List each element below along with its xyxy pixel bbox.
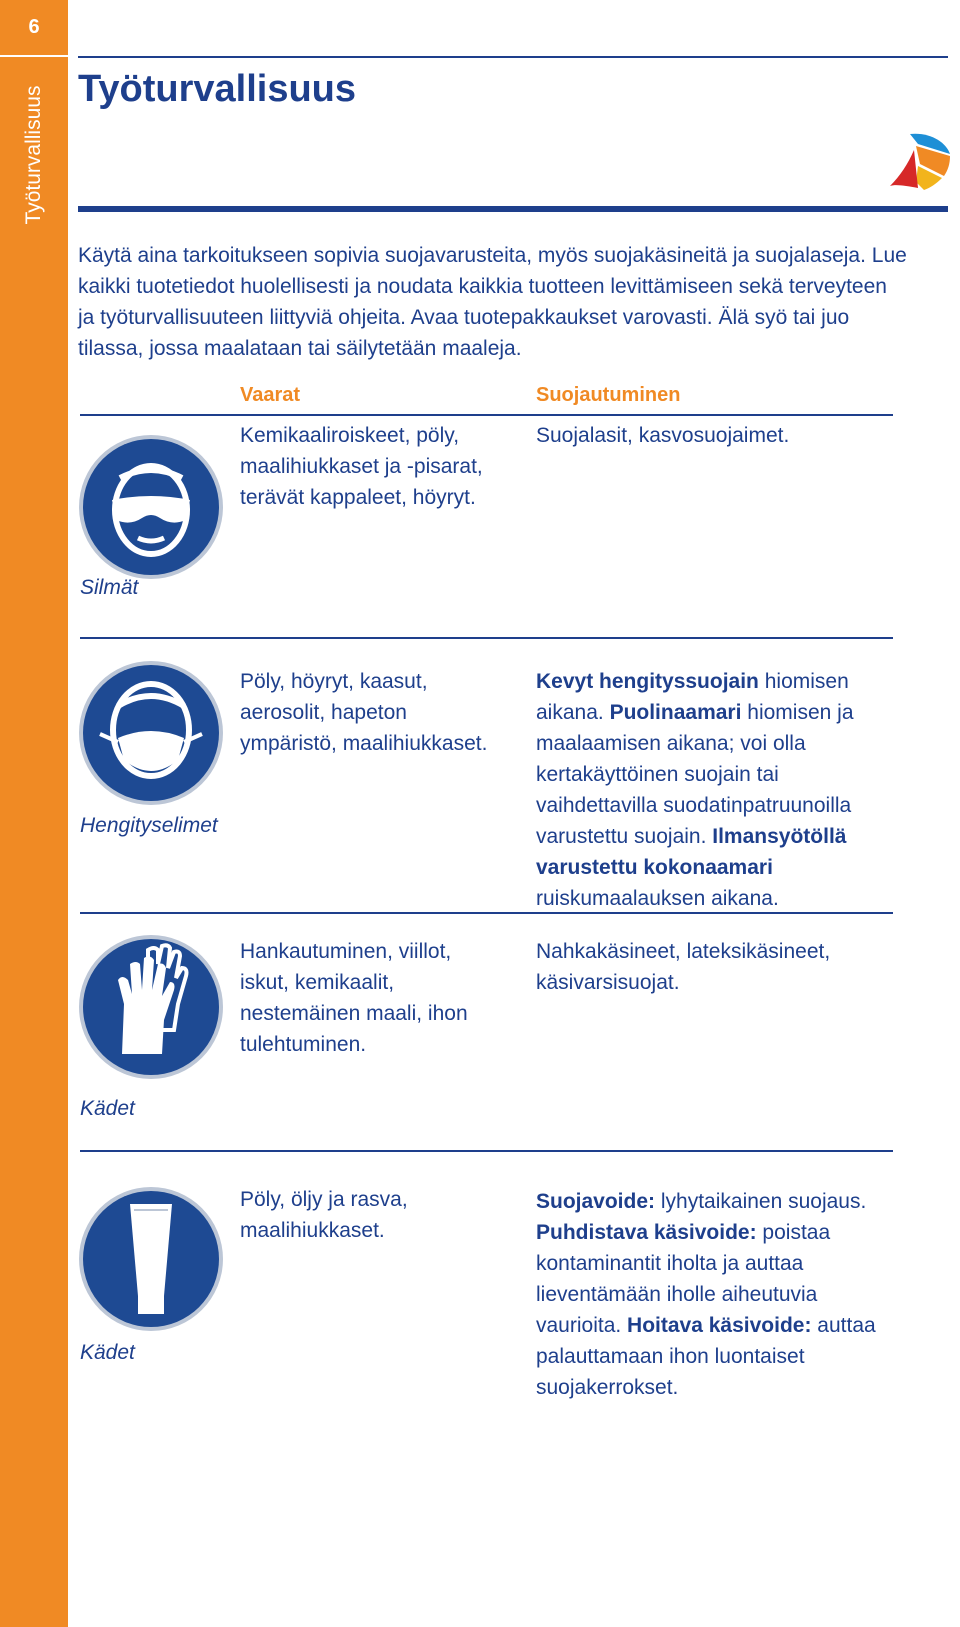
row-hazards-respiratory: Pöly, höyryt, kaasut, aerosolit, hapeton ympäristö, maalihiukkaset.	[240, 670, 488, 755]
table-rule	[80, 1150, 893, 1152]
page-number-divider	[0, 55, 68, 57]
cream-tube-icon	[78, 1186, 224, 1332]
table-rule	[80, 637, 893, 639]
row-label-respiratory: Hengityselimet	[80, 814, 218, 837]
protection-segment: hiomisen ja maalaamisen aikana; voi olla kertakäyttöinen suojain tai vaihdettavilla suodatinpatruunoilla varustettu suojain.	[536, 701, 854, 848]
row-hazards-hands: Hankautuminen, viillot, iskut, kemikaalit, nestemäinen maali, ihon tulehtuminen.	[240, 940, 468, 1056]
protection-segment: ruiskumaalauksen aikana.	[536, 887, 779, 910]
row-protection-respiratory	[536, 666, 891, 914]
row-protection-hands	[536, 936, 891, 998]
protection-segment: Suojalasit, kasvosuojaimet.	[536, 424, 790, 447]
protection-segment: Hoitava käsivoide:	[627, 1314, 812, 1337]
side-title: Työturvallisuus	[22, 85, 45, 225]
table-rule	[80, 414, 893, 416]
protection-segment: auttaa palauttamaan ihon luontaiset suojakerrokset.	[536, 1314, 876, 1399]
protection-segment: Suojavoide:	[536, 1190, 656, 1213]
protection-segment: Ilmansyötöllä varustettu kokonaamari	[536, 825, 847, 879]
gloves-icon	[78, 934, 224, 1080]
protection-segment: lyhytaikainen suojaus.	[655, 1190, 867, 1213]
row-label-hands-cream: Kädet	[80, 1341, 135, 1364]
row-hazards-eyes: Kemikaaliroiskeet, pöly, maalihiukkaset ja -pisarat, terävät kappaleet, höyryt.	[240, 424, 483, 509]
intro-paragraph: Käytä aina tarkoitukseen sopivia suojavarusteita, myös suojakäsineitä ja suojalaseja. Lue kaikki tuotetiedot huolellisesti ja noudata kaikkia tuotteen levittämiseen sekä terveyteen ja työturvallisuuteen liittyviä ohjeita. Avaa tuotepakkaukset varovasti. Älä syö tai juo tilassa, jossa maalataan tai säilytetään maaleja.	[78, 244, 907, 360]
protection-segment: Puhdistava käsivoide:	[536, 1221, 757, 1244]
protection-segment: Nahkakäsineet, lateksikäsineet, käsivarsisuojat.	[536, 940, 831, 994]
row-hazards-hands-cream: Pöly, öljy ja rasva, maalihiukkaset.	[240, 1188, 408, 1242]
protection-segment: poistaa kontaminantit iholta ja auttaa lieventämään iholle aiheutuvia vaurioita.	[536, 1221, 831, 1337]
hazards-column-heading: Vaarat	[240, 384, 301, 406]
protection-segment: hiomisen aikana.	[536, 670, 849, 724]
page-number: 6	[28, 16, 40, 38]
sidebar	[0, 0, 68, 1627]
respirator-mask-icon	[78, 660, 224, 806]
protection-column-heading: Suojautuminen	[536, 384, 681, 406]
row-protection-eyes	[536, 420, 906, 451]
header-rule	[78, 206, 948, 212]
sail-logo-icon	[890, 130, 952, 192]
page-title: Työturvallisuus	[78, 68, 357, 110]
row-label-eyes: Silmät	[80, 576, 139, 599]
row-label-hands: Kädet	[80, 1097, 135, 1120]
protection-segment: Puolinaamari	[609, 701, 742, 724]
protection-segment: Kevyt hengityssuojain	[536, 670, 759, 693]
row-protection-hands-cream	[536, 1186, 891, 1403]
top-rule	[78, 56, 948, 58]
goggles-icon	[78, 434, 224, 580]
